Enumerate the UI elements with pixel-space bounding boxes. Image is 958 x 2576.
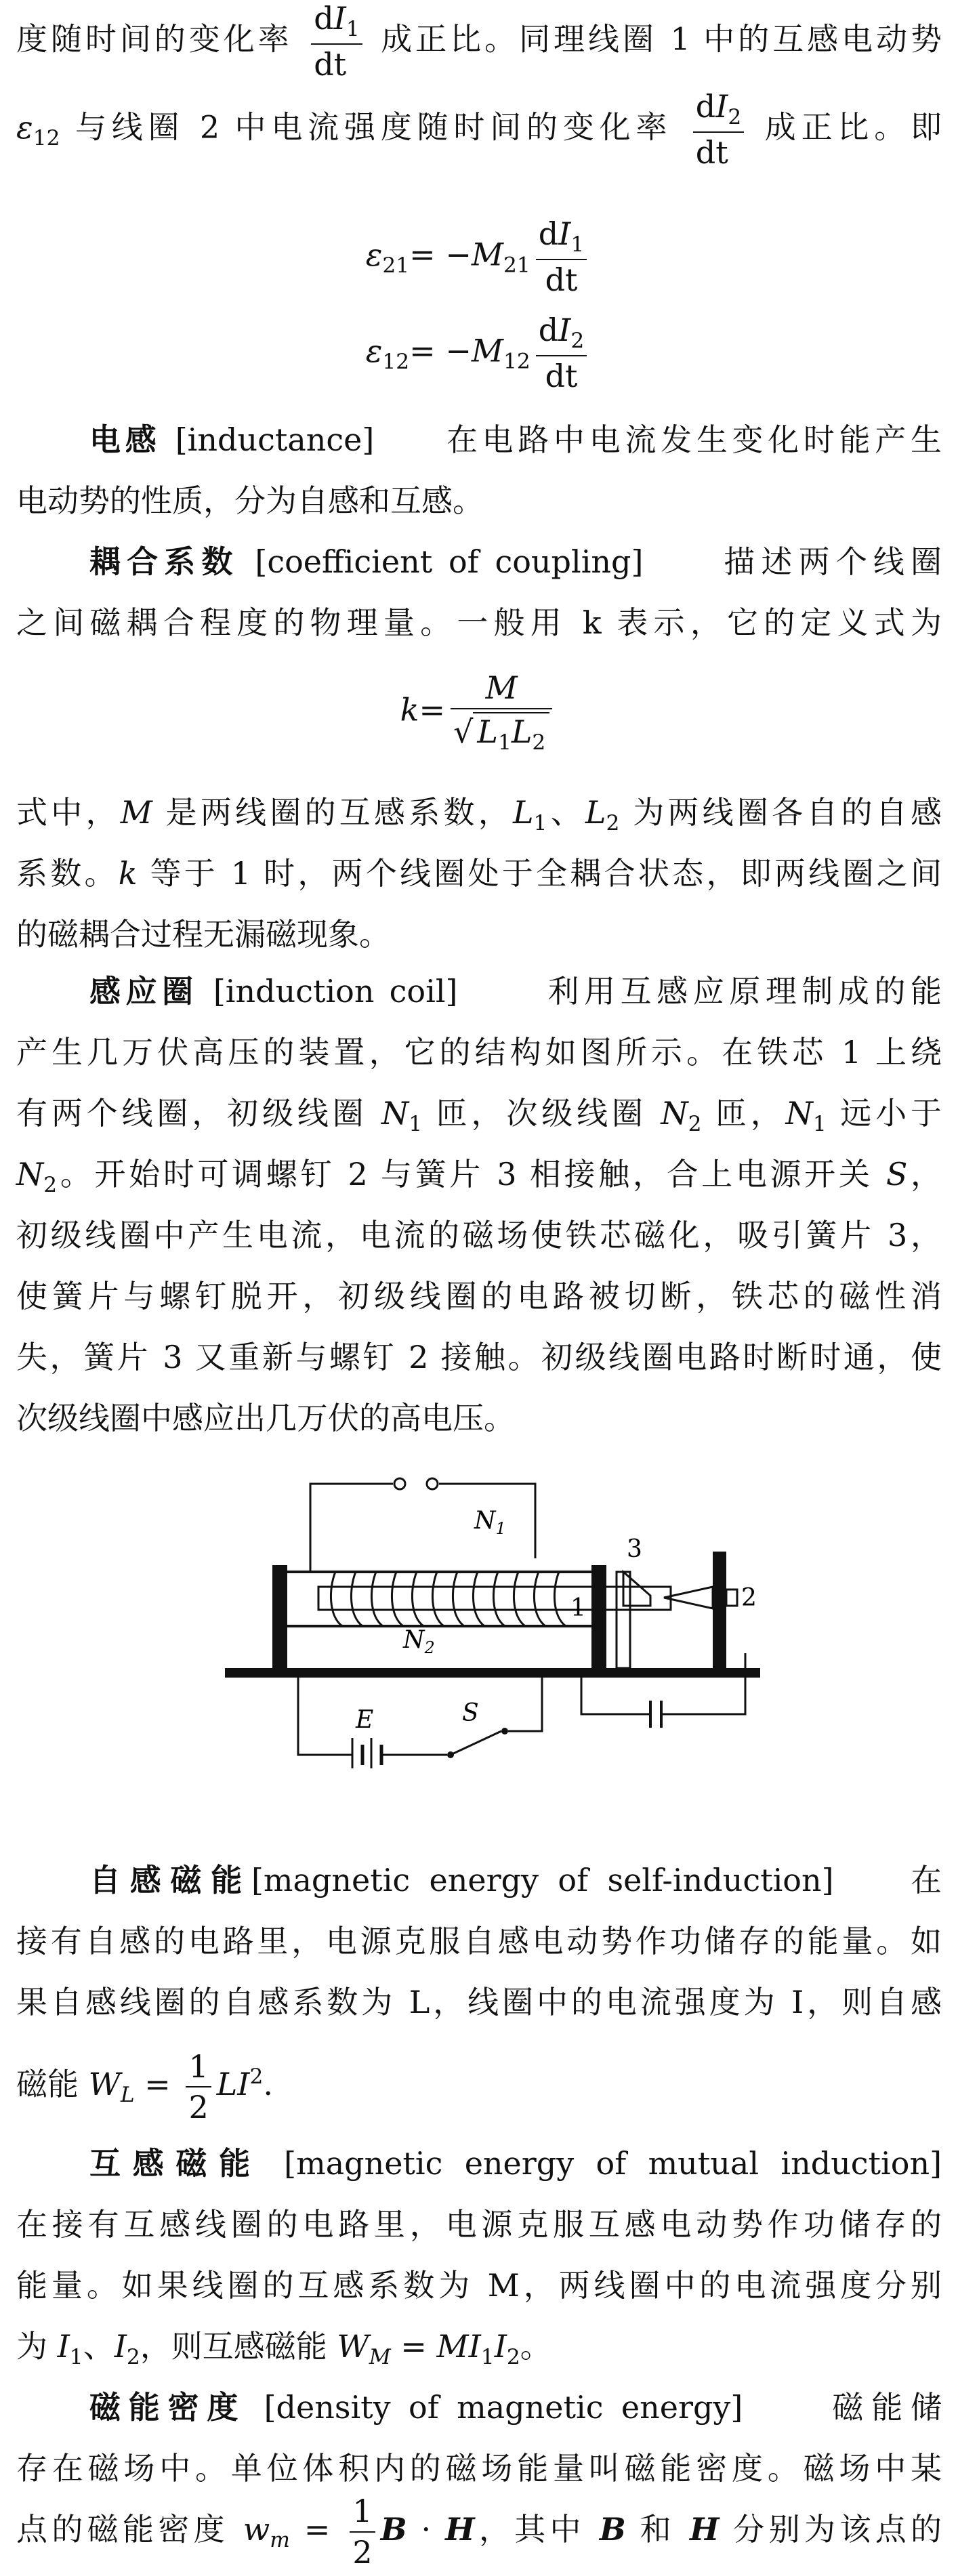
equation-eps21: $\varepsilon_{21}= -M_{21}$ $\frac{dI_1}{dt}$	[0, 217, 958, 297]
terminal-right	[427, 1478, 438, 1489]
left-support	[272, 1565, 287, 1668]
text-line: 存在磁场中。单位体积内的磁场能量叫磁能密度。磁场中某	[16, 2450, 942, 2487]
text-line: 次级线圈中感应出几万伏的高电压。	[16, 1400, 515, 1436]
text-line: 式中，M 是两线圈的互感系数，$L_1$、$L_2$ 为两线圈各自的自感	[16, 794, 942, 835]
entry-mutual-induction-energy: 互感磁能 [magnetic energy of mutual induction]	[89, 2145, 942, 2182]
base-board	[225, 1668, 760, 1678]
text-line: 接有自感的电路里，电源克服自感电动势作功储存的能量。如	[16, 1923, 942, 1959]
text-line: 失，簧片 3 又重新与螺钉 2 接触。初级线圈电路时断时通，使	[16, 1339, 942, 1375]
svg-text:E: E	[356, 1706, 374, 1734]
fraction-dI2-dt: $\frac{dI_2}{dt}$	[693, 89, 745, 170]
right-support	[591, 1565, 606, 1668]
svg-text:3: 3	[627, 1535, 642, 1563]
svg-text:2: 2	[741, 1584, 757, 1612]
text-line: 有两个线圈，初级线圈 $N_1$ 匝，次级线圈 $N_2$ 匝，$N_1$ 远小于	[16, 1095, 942, 1136]
switch-S	[451, 1731, 501, 1755]
svg-text:N1: $N_1$	[474, 1507, 506, 1538]
primary-terminal-wire	[310, 1484, 393, 1572]
text-line: 磁能 $W_L$ = $\frac{1}{2}$ $LI^2$.	[16, 2048, 273, 2126]
spring-plate-3	[623, 1572, 650, 1606]
text-line: 度随时间的变化率 $\frac{dI_1}{dt}$ 成正比。同理线圈 1 中的互感电动势	[16, 0, 942, 83]
text-line: 初级线圈中产生电流，电流的磁场使铁芯磁化，吸引簧片 3，	[16, 1217, 942, 1253]
text-line: 之间磁耦合程度的物理量。一般用 k 表示，它的定义式为	[16, 604, 942, 641]
entry-coupling: 耦合系数 [coefficient of coupling] 描述两个线圈	[89, 543, 942, 580]
text-line: 为 $I_1$、$I_2$，则互感磁能 $W_M = MI_1I_2$。	[16, 2328, 551, 2369]
text-line: $N_2$。开始时可调螺钉 2 与簧片 3 相接触，合上电源开关 S，	[16, 1156, 942, 1197]
text-line: 的磁耦合过程无漏磁现象。	[16, 916, 390, 953]
text-line: 在接有互感线圈的电路里，电源克服互感电动势作功储存的	[16, 2206, 942, 2243]
screw-post	[713, 1552, 726, 1668]
induction-coil-diagram	[217, 1470, 772, 1768]
text-line: $\varepsilon_{12}$ 与线圈 2 中电流强度随时间的变化率 $\frac{dI_2}{dt}$ 成正比。即	[16, 88, 942, 171]
svg-text:N2: $N_2$	[403, 1626, 435, 1657]
entry-self-induction-energy: 自感磁能[magnetic energy of self-induction] 在	[89, 1862, 942, 1898]
text-line: 果自感线圈的自感系数为 L，线圈中的电流强度为 I，则自感	[16, 1984, 942, 2020]
entry-inductance: 电感 [inductance] 在电路中电流发生变化时能产生	[89, 421, 942, 458]
svg-text:1: 1	[570, 1594, 586, 1622]
entry-magnetic-energy-density: 磁能密度 [density of magnetic energy] 磁能储	[89, 2389, 942, 2426]
equation-coupling: k= $\frac{M}{√ L_1L_2}$	[0, 671, 958, 754]
fraction-dI1-dt: $\frac{dI_1}{dt}$	[311, 1, 362, 82]
svg-text:S: S	[462, 1699, 479, 1727]
primary-coil-N1	[331, 1572, 566, 1626]
text-line: 能量。如果线圈的互感系数为 M，两线圈中的电流强度分别	[16, 2267, 942, 2304]
text-line: 系数。k 等于 1 时，两个线圈处于全耦合状态，即两线圈之间	[16, 855, 942, 892]
text-line: 使簧片与螺钉脱开，初级线圈的电路被切断，铁芯的磁性消	[16, 1278, 942, 1314]
entry-induction-coil: 感应圈 [induction coil] 利用互感应原理制成的能	[89, 973, 942, 1010]
equation-eps12: $\varepsilon_{12}= -M_{12}$ $\frac{dI_2}{dt}$	[0, 313, 958, 394]
text-line: 产生几万伏高压的装置，它的结构如图所示。在铁芯 1 上绕	[16, 1034, 942, 1071]
terminal-left	[394, 1478, 405, 1489]
text-line: 电动势的性质，分为自感和互感。	[16, 482, 484, 519]
text-line: 点的磁能密度 $w_m$ = $\frac{1}{2}$ B · H，其中 B 和 H 分别为该点的	[16, 2493, 942, 2571]
